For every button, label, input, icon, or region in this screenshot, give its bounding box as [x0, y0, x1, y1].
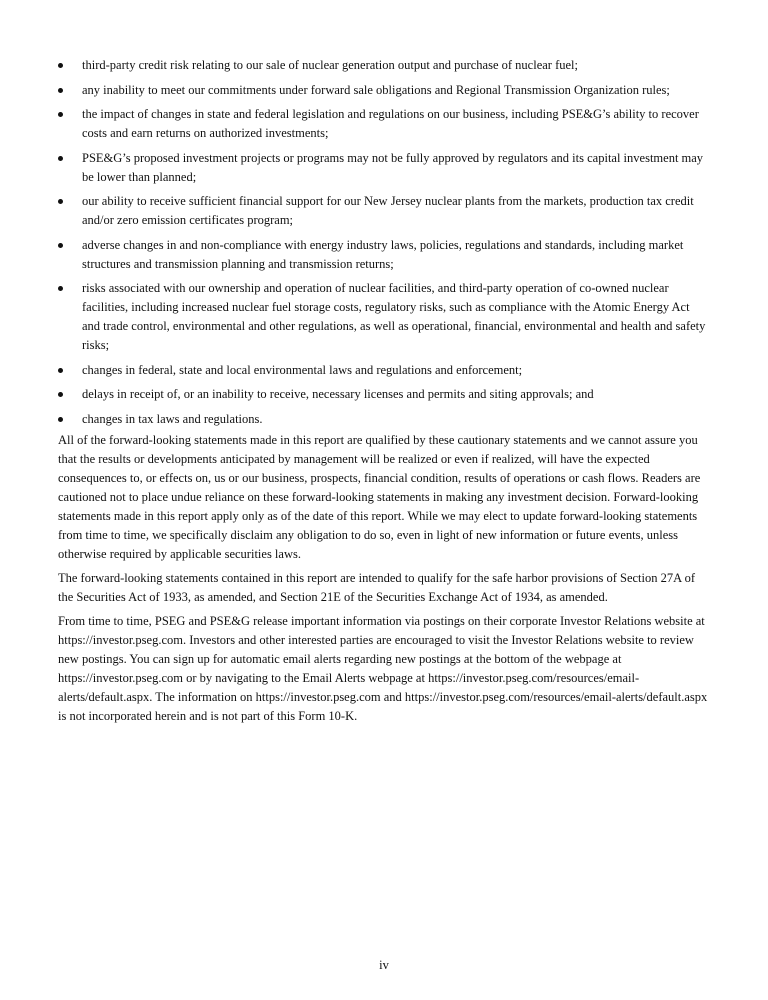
bullet-item — [58, 56, 708, 75]
bullet-icon — [58, 156, 63, 161]
bullet-icon — [58, 63, 63, 68]
bullet-text: third-party credit risk relating to our sale of nuclear generation output and purchase of nuclear fuel; — [82, 58, 578, 72]
cautionary-statement-paragraph: All of the forward-looking statements made in this report are qualified by these cautionary statements and we cannot assure you that the results or developments anticipated by management will be realized or even if realized, will have the expected consequences to, or effects on, us or our business, prospects, financial condition, results of operations or cash flows. Readers are cautioned not to place undue reliance on these forward-looking statements in making any investment decision. Forward-looking statements made in this report apply only as of the date of this report. While we may elect to update forward-looking statements from time to time, we specifically disclaim any obligation to do so, even in light of new information or future events, unless otherwise required by applicable securities laws. — [58, 433, 701, 561]
bullet-text: our ability to receive sufficient financial support for our New Jersey nuclear plants from the markets, production tax credit and/or zero emission certificates program; — [82, 194, 694, 227]
body-text — [58, 431, 708, 731]
bullet-icon — [58, 243, 63, 248]
bullet-text: risks associated with our ownership and operation of nuclear facilities, and third-party operation of co-owned nuclear facilities, including increased nuclear fuel storage costs, regulatory risks, such as compliance with the Atomic Energy Act and trade control, environmental and other regulations, as well as operational, financial, environmental and health and safety risks; — [82, 281, 706, 352]
bullet-item — [58, 385, 708, 404]
bullet-text: adverse changes in and non-compliance with energy industry laws, policies, regulations and standards, including market structures and transmission planning and transmission returns; — [82, 237, 684, 271]
risk-factor-bullet-list — [58, 56, 708, 434]
bullet-item — [58, 279, 708, 355]
bullet-icon — [58, 286, 63, 291]
page-number: iv — [379, 958, 389, 972]
bullet-text: the impact of changes in state and federal legislation and regulations on our business, including PSE&G’s ability to recover costs and earn returns on authorized investments; — [82, 107, 699, 140]
bullet-item — [58, 410, 708, 429]
bullet-item — [58, 81, 708, 100]
bullet-item — [58, 361, 708, 380]
bullet-text: changes in tax laws and regulations. — [82, 411, 263, 426]
safe-harbor-paragraph: The forward-looking statements contained in this report are intended to qualify for the safe harbor provisions of Section 27A of the Securities Act of 1933, as amended, and Section 21E of the Securities Exchange Act of 1934, as amended. — [58, 571, 695, 604]
bullet-icon — [58, 112, 63, 117]
bullet-item — [58, 192, 708, 230]
bullet-icon — [58, 417, 63, 422]
bullet-icon — [58, 199, 63, 204]
bullet-icon — [58, 392, 63, 397]
bullet-text: delays in receipt of, or an inability to receive, necessary licenses and permits and siting approvals; and — [82, 387, 594, 401]
bullet-text: PSE&G’s proposed investment projects or programs may not be fully approved by regulators and its capital investment may be lower than planned; — [82, 150, 704, 184]
investor-relations-paragraph: From time to time, PSEG and PSE&G release important information via postings on their corporate Investor Relations website at https://investor.pseg.com. Investors and other interested parties are encouraged to visit the Investor Relations website to review new postings. You can sign up for automatic email alerts regarding new postings at the bottom of the webpage at https://investor.pseg.com or by navigating to the Email Alerts webpage at https://investor.pseg.com/resources/email-alerts/default.aspx. The information on https://investor.pseg.com and https://investor.pseg.com/resources/email-alerts/default.aspx is not incorporated herein and is not part of this Form 10-K. — [58, 614, 708, 723]
bullet-item — [58, 149, 708, 187]
bullet-icon — [58, 368, 63, 373]
bullet-text: any inability to meet our commitments under forward sale obligations and Regional Transmission Organization rules; — [82, 82, 670, 97]
bullet-item — [58, 105, 708, 143]
bullet-item — [58, 236, 708, 274]
bullet-text: changes in federal, state and local environmental laws and regulations and enforcement; — [82, 362, 523, 377]
bullet-icon — [58, 88, 63, 93]
